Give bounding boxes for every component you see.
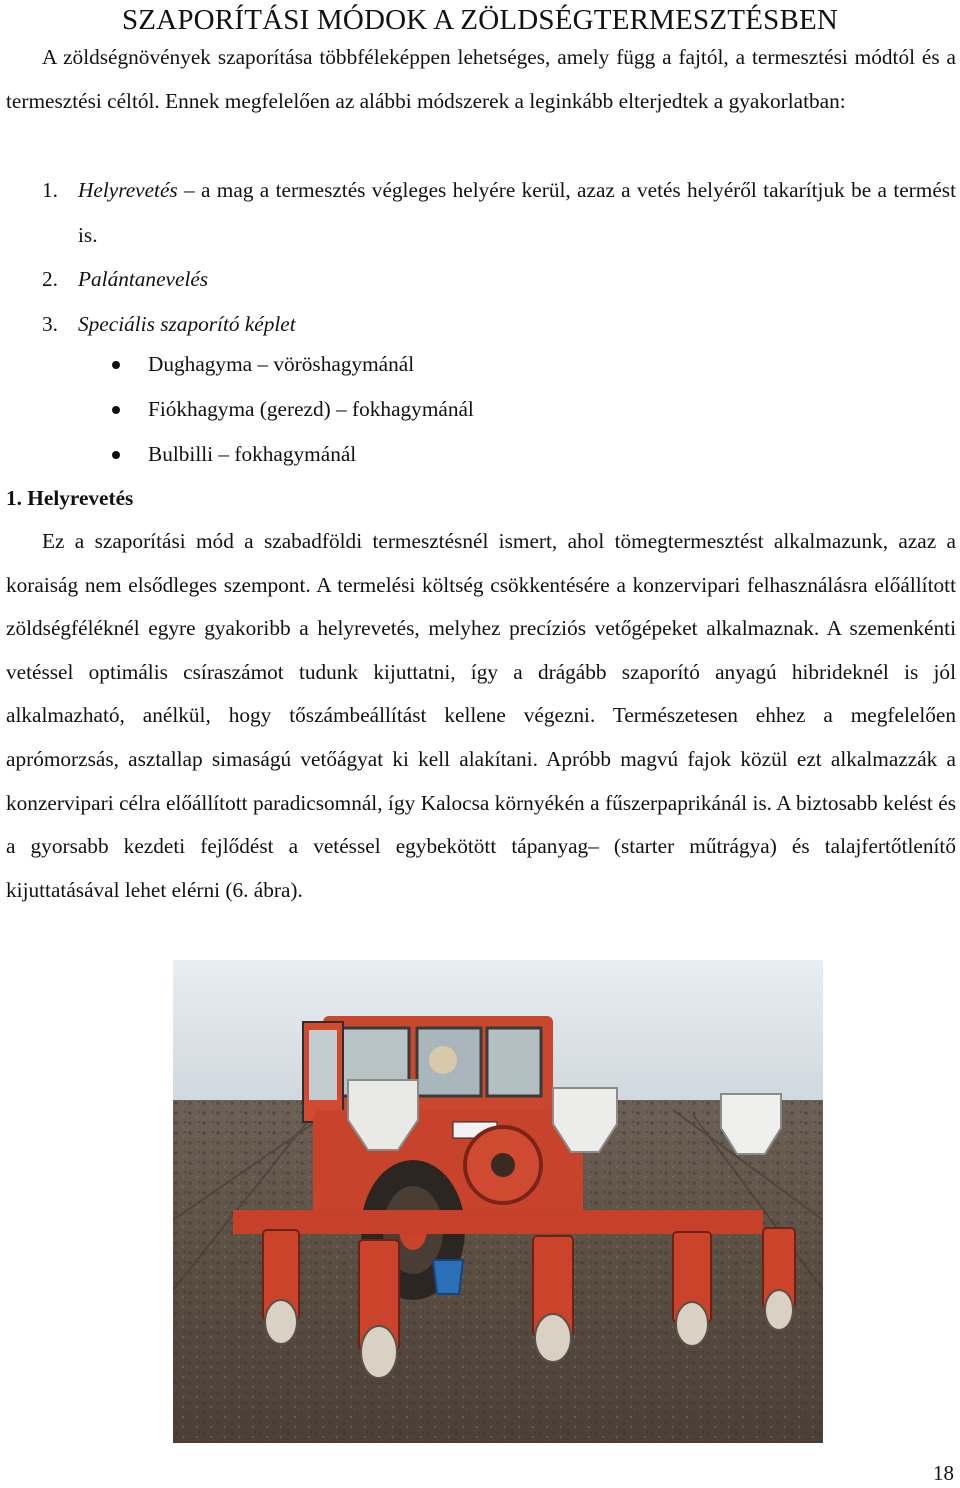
tractor-seeder-photo: [173, 960, 823, 1443]
bullet-text: Dughagyma – vöröshagymánál: [148, 352, 415, 376]
bullet-item: [112, 387, 912, 432]
bullet-icon: [112, 361, 120, 369]
seeder-bar: [233, 1210, 763, 1234]
method-number: 1.: [42, 178, 58, 202]
special-propagation-list: [112, 342, 912, 477]
section-heading: 1. Helyrevetés: [6, 486, 134, 510]
page-title: SZAPORÍTÁSI MÓDOK A ZÖLDSÉGTERMESZTÉSBEN: [121, 4, 839, 36]
method-description: – a mag a termesztés végleges helyére kerül, azaz a vetés helyéről takarítjuk be a termést is.: [78, 178, 956, 247]
bullet-icon: [112, 451, 120, 459]
method-name: Helyrevetés: [78, 178, 178, 202]
tractor-seeder-illustration: [173, 960, 823, 1443]
method-name: Palántanevelés: [78, 267, 209, 291]
body-paragraph: Ez a szaporítási mód a szabadföldi termesztésnél ismert, ahol tömegtermesztést alkalmazunk, azaz a koraiság nem elsődleges szempont. A termelési költség csökkentésére a konzervipari felhasználásra előállított zöldségféléknél egyre gyakoribb a helyrevetés, melyhez precíziós vetőgépeket alkalmaznak. A szemenkénti vetéssel optimális csíraszámot tudunk kijuttatni, így a drágább szaporító anyagú hibrideknél is jól alkalmazható, anélkül, hogy tőszámbeállítást kellene végezni. Természetesen ehhez a megfelelően aprómorzsás, asztallap simaságú vetőágyat ki kell alakítani. Apróbb magvú fajok közül ezt alkalmazzák a konzervipari célra előállított paradicsomnál, így Kalocsa környékén a fűszerpaprikánál is. A biztosabb kelést és a gyorsabb kezdeti fejlődést a vetéssel egybekötött tápanyag– (starter műtrágya) és talajfertőtlenítő kijuttatásával lehet elérni (6. ábra).: [6, 529, 956, 902]
method-item-seedling: [6, 257, 956, 302]
method-item-direct-sowing: [6, 168, 956, 257]
bullet-text: Fiókhagyma (gerezd) – fokhagymánál: [148, 397, 474, 421]
page-number: 18: [933, 1461, 954, 1485]
method-number: 3.: [42, 311, 58, 336]
method-number: 2.: [42, 267, 58, 291]
blue-bucket: [433, 1260, 463, 1294]
bullet-item: [112, 432, 912, 477]
method-name: Speciális szaporító képlet: [78, 311, 296, 336]
propagation-methods-list: [6, 168, 956, 346]
intro-paragraph: A zöldségnövények szaporítása többféleképpen lehetséges, amely függ a fajtól, a termesztési módtól és a termesztési céltól. Ennek megfelelően az alábbi módszerek a leginkább elterjedtek a gyakorlatban:: [6, 45, 956, 113]
bullet-icon: [112, 406, 120, 414]
bullet-text: Bulbilli – fokhagymánál: [148, 442, 357, 466]
bullet-item: [112, 342, 912, 387]
method-item-special: [6, 302, 956, 347]
